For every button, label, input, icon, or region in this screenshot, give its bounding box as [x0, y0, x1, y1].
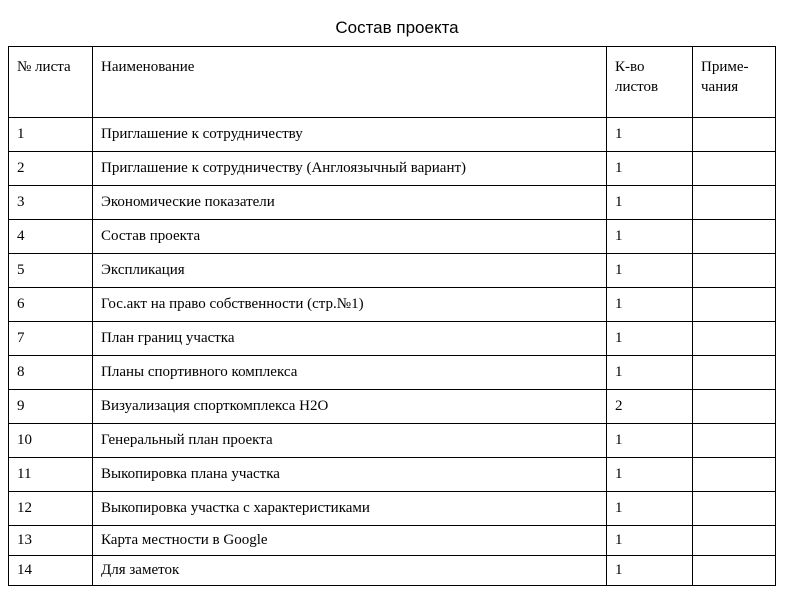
cell-count: 1 — [607, 356, 693, 390]
header-notes-line2: чания — [701, 79, 739, 95]
table-row — [9, 186, 776, 220]
table-row — [9, 254, 776, 288]
table-row — [9, 152, 776, 186]
table-row — [9, 322, 776, 356]
cell-notes — [693, 152, 776, 186]
table-row — [9, 118, 776, 152]
cell-sheet-number: 10 — [9, 424, 93, 458]
project-contents-table — [8, 46, 776, 586]
cell-name: Выкопировка плана участка — [93, 458, 607, 492]
page-title: Состав проекта — [335, 18, 459, 37]
cell-sheet-number: 3 — [9, 186, 93, 220]
cell-notes — [693, 322, 776, 356]
header-name: Наименование — [93, 47, 607, 118]
cell-name: Приглашение к сотрудничеству — [93, 118, 607, 152]
cell-sheet-number: 13 — [9, 526, 93, 556]
cell-name: Экономические показатели — [93, 186, 607, 220]
cell-sheet-number: 12 — [9, 492, 93, 526]
table-row — [9, 492, 776, 526]
cell-notes — [693, 186, 776, 220]
cell-name: Состав проекта — [93, 220, 607, 254]
cell-notes — [693, 424, 776, 458]
cell-notes — [693, 288, 776, 322]
cell-name: Экспликация — [93, 254, 607, 288]
table-row — [9, 458, 776, 492]
cell-count: 1 — [607, 556, 693, 586]
header-sheet-number: № листа — [9, 47, 93, 118]
table-row — [9, 288, 776, 322]
cell-sheet-number: 9 — [9, 390, 93, 424]
cell-sheet-number: 14 — [9, 556, 93, 586]
cell-name: Планы спортивного комплекса — [93, 356, 607, 390]
cell-count: 1 — [607, 424, 693, 458]
cell-name: Визуализация спорткомплекса H2O — [93, 390, 607, 424]
table-row — [9, 220, 776, 254]
header-notes — [693, 47, 776, 118]
header-count — [607, 47, 693, 118]
cell-name: Карта местности в Google — [93, 526, 607, 556]
cell-sheet-number: 2 — [9, 152, 93, 186]
cell-notes — [693, 356, 776, 390]
header-notes-line1: Приме- — [701, 59, 749, 75]
cell-sheet-number: 5 — [9, 254, 93, 288]
table-row — [9, 526, 776, 556]
cell-notes — [693, 556, 776, 586]
cell-count: 1 — [607, 152, 693, 186]
header-count-line2: листов — [615, 79, 659, 95]
cell-count: 1 — [607, 288, 693, 322]
cell-notes — [693, 220, 776, 254]
cell-name: Приглашение к сотрудничеству (Англоязычный вариант) — [93, 152, 607, 186]
cell-sheet-number: 6 — [9, 288, 93, 322]
cell-notes — [693, 118, 776, 152]
cell-count: 1 — [607, 322, 693, 356]
cell-notes — [693, 254, 776, 288]
cell-count: 1 — [607, 220, 693, 254]
cell-count: 1 — [607, 492, 693, 526]
cell-notes — [693, 390, 776, 424]
table-row — [9, 356, 776, 390]
cell-count: 1 — [607, 186, 693, 220]
table-row — [9, 424, 776, 458]
cell-name: План границ участка — [93, 322, 607, 356]
cell-sheet-number: 7 — [9, 322, 93, 356]
cell-sheet-number: 8 — [9, 356, 93, 390]
cell-count: 1 — [607, 254, 693, 288]
cell-sheet-number: 4 — [9, 220, 93, 254]
cell-sheet-number: 11 — [9, 458, 93, 492]
cell-name: Генеральный план проекта — [93, 424, 607, 458]
cell-count: 1 — [607, 118, 693, 152]
cell-count: 1 — [607, 458, 693, 492]
cell-sheet-number: 1 — [9, 118, 93, 152]
cell-name: Выкопировка участка с характеристиками — [93, 492, 607, 526]
table-row — [9, 556, 776, 586]
cell-count: 1 — [607, 526, 693, 556]
cell-notes — [693, 492, 776, 526]
cell-name: Гос.акт на право собственности (стр.№1) — [93, 288, 607, 322]
table-header-row — [9, 47, 776, 118]
header-count-line1: К-во — [615, 59, 645, 75]
cell-notes — [693, 458, 776, 492]
cell-notes — [693, 526, 776, 556]
cell-count: 2 — [607, 390, 693, 424]
cell-name: Для заметок — [93, 556, 607, 586]
table-row — [9, 390, 776, 424]
